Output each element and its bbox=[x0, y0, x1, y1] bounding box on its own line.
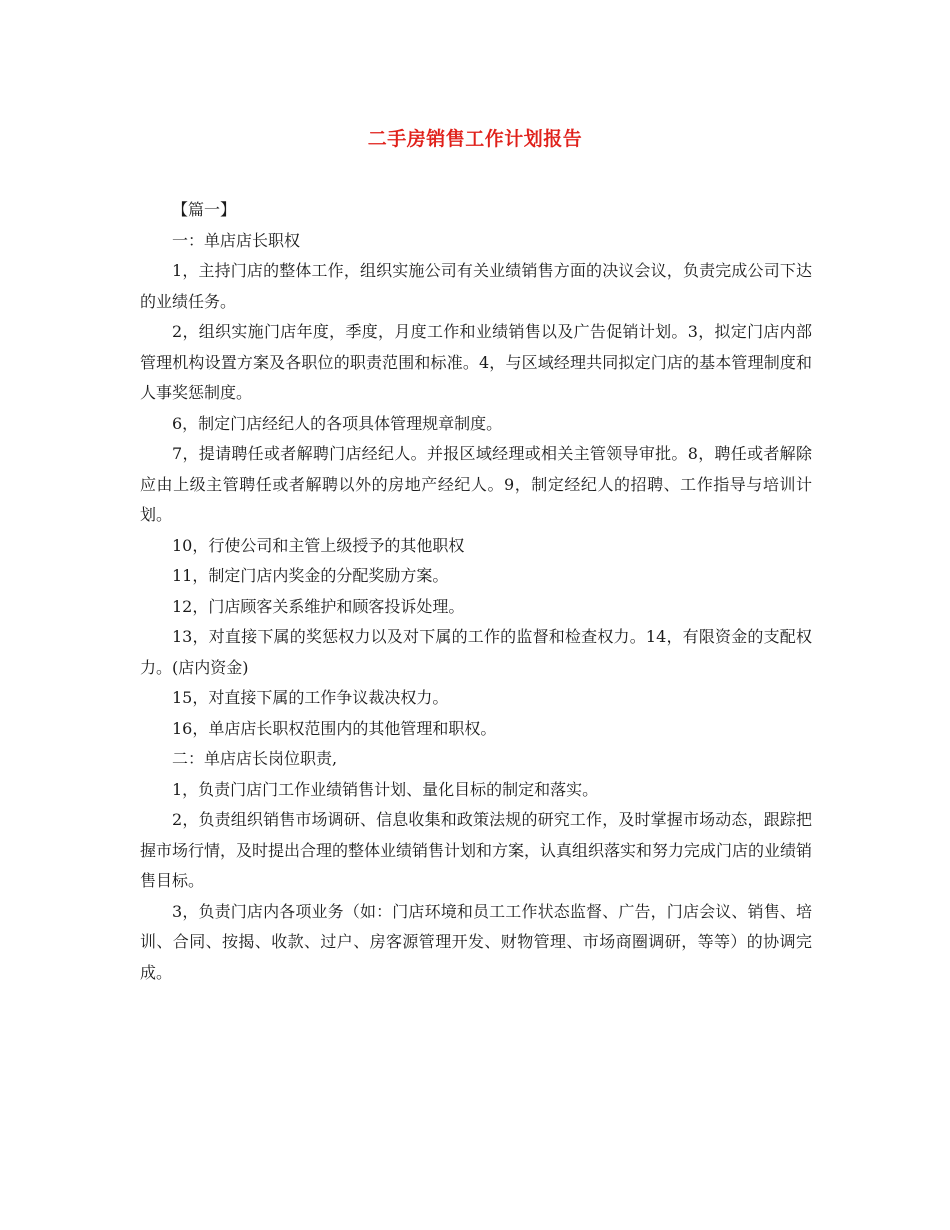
document-title: 二手房销售工作计划报告 bbox=[367, 128, 583, 150]
document-body bbox=[140, 195, 812, 988]
paragraph: 3，负责门店内各项业务（如：门店环境和员工工作状态监督、广告，门店会议、销售、培训、合同、按揭、收款、过户、房客源管理开发、财物管理、市场商圈调研，等等）的协调完成。 bbox=[140, 901, 812, 982]
paragraph: 10，行使公司和主管上级授予的其他职权 bbox=[172, 535, 465, 555]
paragraph: 7，提请聘任或者解聘门店经纪人。并报区域经理或相关主管领导审批。8，聘任或者解除应由上级主管聘任或者解聘以外的房地产经纪人。9，制定经纪人的招聘、工作指导与培训计划。 bbox=[140, 444, 812, 524]
paragraph: 2，组织实施门店年度，季度，月度工作和业绩销售以及广告促销计划。3，拟定门店内部管理机构设置方案及各职位的职责范围和标准。4，与区域经理共同拟定门店的基本管理制度和人事奖惩制度。 bbox=[140, 322, 812, 402]
paragraph-heading-1: 一：单店店长职权 bbox=[172, 230, 301, 250]
paragraph: 15，对直接下属的工作争议裁决权力。 bbox=[172, 688, 449, 707]
paragraph: 6，制定门店经纪人的各项具体管理规章制度。 bbox=[172, 413, 503, 433]
paragraph: 11，制定门店内奖金的分配奖励方案。 bbox=[172, 566, 449, 585]
paragraph: 2，负责组织销售市场调研、信息收集和政策法规的研究工作，及时掌握市场动态，跟踪把握市场行情，及时提出合理的整体业绩销售计划和方案，认真组织落实和努力完成门店的业绩销售目标。 bbox=[140, 810, 813, 890]
paragraph-section-label: 【篇一】 bbox=[172, 200, 237, 219]
paragraph: 1，负责门店门工作业绩销售计划、量化目标的制定和落实。 bbox=[172, 779, 599, 799]
paragraph: 16，单店店长职权范围内的其他管理和职权。 bbox=[172, 718, 497, 738]
paragraph-heading-2: 二：单店店长岗位职责, bbox=[172, 749, 338, 768]
paragraph: 12，门店顾客关系维护和顾客投诉处理。 bbox=[172, 596, 465, 616]
paragraph: 13，对直接下属的奖惩权力以及对下属的工作的监督和检查权力。14，有限资金的支配权力。(店内资金) bbox=[140, 627, 812, 677]
paragraph: 1，主持门店的整体工作，组织实施公司有关业绩销售方面的决议会议，负责完成公司下达的业绩任务。 bbox=[140, 261, 812, 311]
